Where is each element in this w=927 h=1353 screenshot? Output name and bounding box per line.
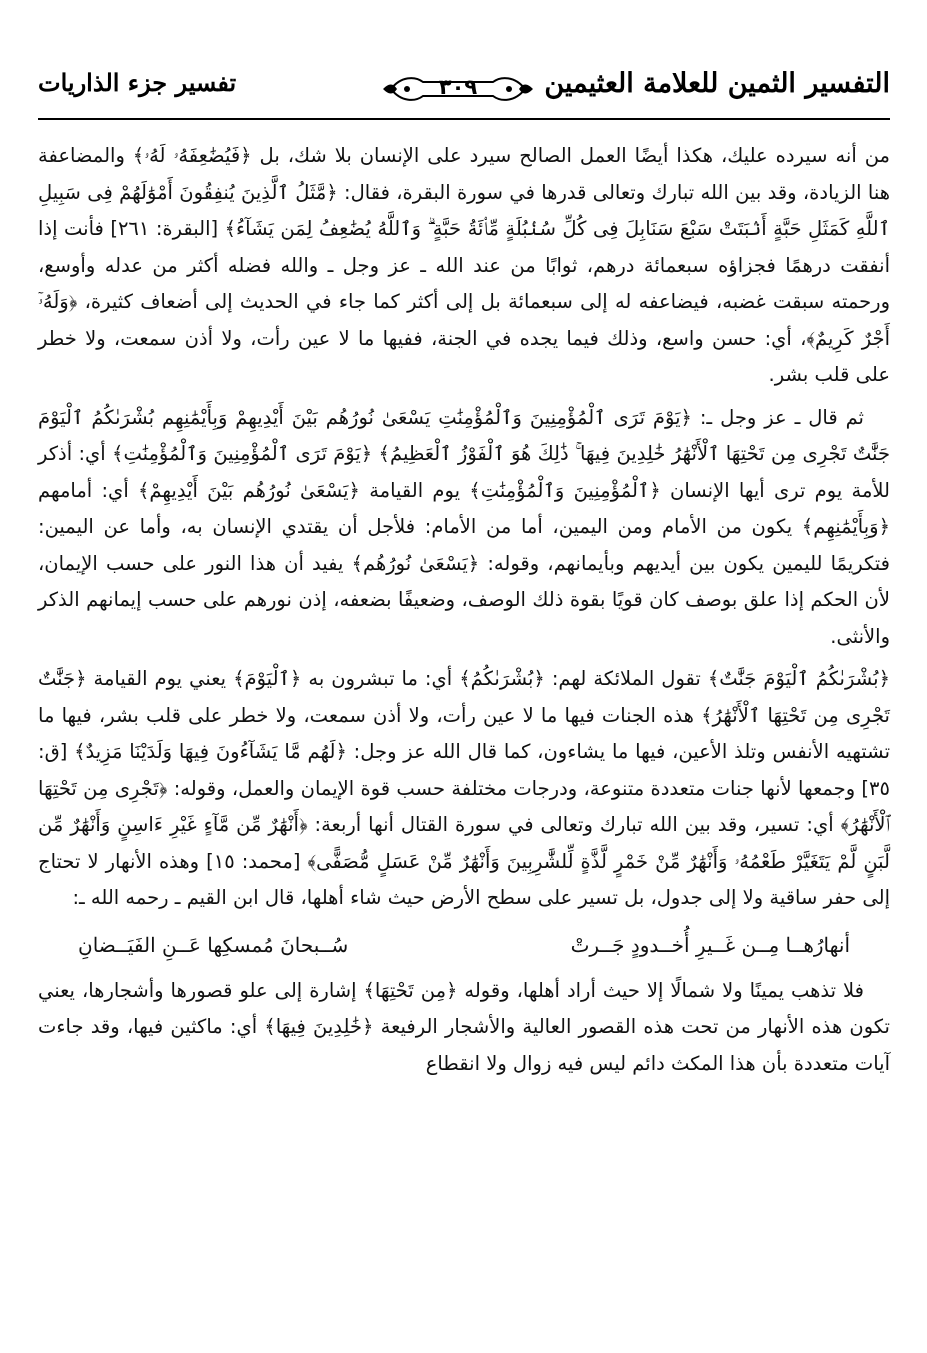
poem-second-hemistich: سُــبحانَ مُمسكِها عَــنِ الفَيَــضانِ xyxy=(78,932,349,957)
poem-verse xyxy=(38,923,890,973)
poem-first-hemistich: أنهارُهــا مِــن غَــيرِ أُخــدودٍ جَــرتْ xyxy=(570,932,850,957)
paragraph-3: ﴿بُشْرَىٰكُمُ ٱلْيَوْمَ جَنَّٰتٌ﴾ تقول الملائكة لهم: ﴿بُشْرَىٰكُمُ﴾ أي: ما تبشرون به ﴿ٱلْيَوْمَ﴾ يعني يوم القيامة ﴿جَنَّٰتٌ تَجْرِى مِن تَحْتِهَا ٱلْأَنْهَٰرُ﴾ هذه الجنات فيها ما لا عين رأت، ولا أذن سمعت، ولا خطر على قلب بشر، فيها ما تشتهيه الأنفس وتلذ الأعين، فيها ما يشاءون، كما قال الله عز وجل: ﴿لَهُم مَّا يَشَآءُونَ فِيهَا وَلَدَيْنَا مَزِيدٌ﴾ [ق: ٣٥] وجمعها لأنها جنات متعددة متنوعة، ودرجات مختلفة حسب قوة الإيمان والعمل، وقوله: ﴿تَجْرِى مِن تَحْتِهَا ٱلْأَنْهَٰرُ﴾ أي: تسير، وقد بين الله تبارك وتعالى في سورة القتال أنها أربعة: ﴿أَنْهَٰرٌ مِّن مَّآءٍ غَيْرِ ءَاسِنٍ وَأَنْهَٰرٌ مِّن لَّبَنٍ لَّمْ يَتَغَيَّرْ طَعْمُهُۥ وَأَنْهَٰرٌ مِّنْ خَمْرٍ لَّذَّةٍ لِّلشَّٰرِبِينَ وَأَنْهَٰرٌ مِّنْ عَسَلٍ مُّصَفًّى﴾ [محمد: ١٥] وهذه الأنهار لا تحتاج إلى حفر ساقية ولا إلى جدول، بل تسير على سطح الأرض حيث شاء أهلها، قال ابن القيم ـ رحمه الله ـ: xyxy=(38,667,890,909)
book-title: التفسير الثمين للعلامة العثيمين xyxy=(544,68,890,99)
page-body xyxy=(38,138,890,1088)
book-page xyxy=(38,60,890,1340)
header-divider xyxy=(38,118,890,120)
paragraph-1: من أنه سيرده عليك، هكذا أيضًا العمل الصالح سيرد على الإنسان بلا شك، بل ﴿فَيُضَٰعِفَهُۥ لَهُۥ﴾ والمضاعفة هنا الزيادة، وقد بين الله تبارك وتعالى قدرها في سورة البقرة، فقال: ﴿مَّثَلُ ٱلَّذِينَ يُنفِقُونَ أَمْوَٰلَهُمْ فِى سَبِيلِ ٱللَّهِ كَمَثَلِ حَبَّةٍ أَنۢبَتَتْ سَبْعَ سَنَابِلَ فِى كُلِّ سُنۢبُلَةٍ مِّا۟ئَةُ حَبَّةٍ ۗ وَٱللَّهُ يُضَٰعِفُ لِمَن يَشَآءُ﴾ [البقرة: ٢٦١] فأنت إذا أنفقت درهمًا فجزاؤه سبعمائة درهم، ثوابًا من عند الله ـ عز وجل ـ والله فضله أكثر من عدله وأوسع، ورحمته سبقت غضبه، فيضاعفه له إلى سبعمائة بل إلى أكثر كما جاء في الحديث إلى أضعاف كثيرة، ﴿وَلَهُۥٓ أَجْرٌ كَرِيمٌ﴾، أي: حسن واسع، وذلك فيما يجده في الجنة، ففيها ما لا عين رأت، ولا أذن سمعت، ولا خطر على قلب بشر. xyxy=(38,144,890,386)
paragraph-2: ثم قال ـ عز وجل ـ: ﴿يَوْمَ تَرَى ٱلْمُؤْمِنِينَ وَٱلْمُؤْمِنَٰتِ يَسْعَىٰ نُورُهُم بَيْنَ أَيْدِيهِمْ وَبِأَيْمَٰنِهِم بُشْرَىٰكُمُ ٱلْيَوْمَ جَنَّٰتٌ تَجْرِى مِن تَحْتِهَا ٱلْأَنْهَٰرُ خَٰلِدِينَ فِيهَا ۚ ذَٰلِكَ هُوَ ٱلْفَوْزُ ٱلْعَظِيمُ﴾ ﴿يَوْمَ تَرَى ٱلْمُؤْمِنِينَ وَٱلْمُؤْمِنَٰتِ﴾ أي: أذكر للأمة يوم ترى أيها الإنسان ﴿ٱلْمُؤْمِنِينَ وَٱلْمُؤْمِنَٰتِ﴾ يوم القيامة ﴿يَسْعَىٰ نُورُهُم بَيْنَ أَيْدِيهِمْ﴾ أي: أمامهم ﴿وَبِأَيْمَٰنِهِم﴾ يكون من الأمام ومن اليمين، أما من الأمام: فلأجل أن يقتدي الإنسان به، وأما عن اليمين: فتكريمًا لليمين يكون بين أيديهم وبأيمانهم، وقوله: ﴿يَسْعَىٰ نُورُهُم﴾ يفيد أن هذا النور على حسب الإيمان، لأن الحكم إذا علق بوصف كان قويًا بقوة ذلك الوصف، وضعيفًا بضعفه، إذن نورهم على حسب إيمانهم الذكر والأنثى. xyxy=(38,405,890,648)
page-number-ornament xyxy=(383,72,533,106)
closing-paragraph: فلا تذهب يمينًا ولا شمالًا إلا حيث أراد أهلها، وقوله ﴿مِن تَحْتِهَا﴾ إشارة إلى علو قصورها وأشجارها، يعني تكون هذه الأنهار من تحت هذه القصور العالية والأشجار الرفيعة ﴿خَٰلِدِينَ فِيهَا﴾ أي: ماكثين فيها، وقد جاءت آيات متعددة بأن هذا المكث دائم ليس فيه زوال ولا انقطاع xyxy=(38,978,890,1075)
page-number: ٣٠٩ xyxy=(438,75,478,99)
section-title: تفسير جزء الذاريات xyxy=(38,68,237,97)
page-header xyxy=(38,60,890,122)
